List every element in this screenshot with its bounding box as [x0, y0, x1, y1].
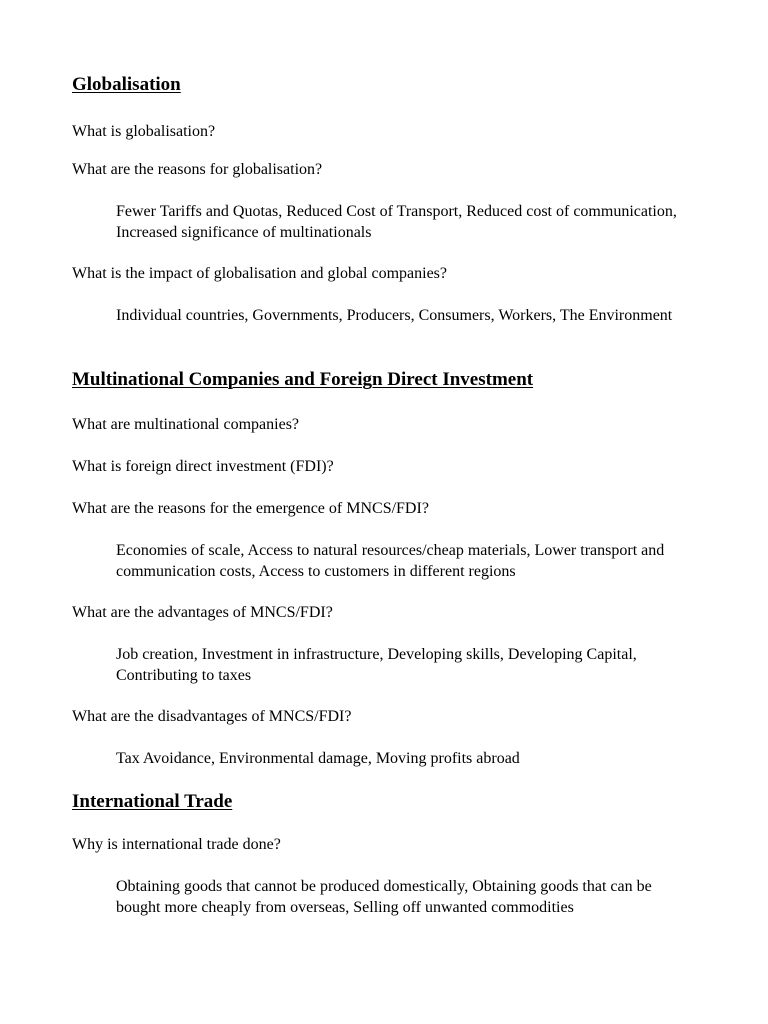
section-heading-multinational-companies: Multinational Companies and Foreign Direct Investment [72, 369, 534, 390]
question-text: What are the disadvantages of MNCS/FDI? [72, 708, 352, 725]
answer-text: Fewer Tariffs and Quotas, Reduced Cost of Transport, Reduced cost of communication, Increased significance of multinationals [116, 203, 677, 241]
answer-text: Obtaining goods that cannot be produced domestically, Obtaining goods that can be bought more cheaply from overseas, Selling off unwanted commodities [116, 878, 652, 916]
question-text: Why is international trade done? [72, 836, 281, 853]
answer-text: Individual countries, Governments, Producers, Consumers, Workers, The Environment [116, 307, 673, 324]
section-heading-globalisation: Globalisation [72, 74, 181, 95]
section-heading-international-trade: International Trade [72, 791, 233, 812]
question-text: What are the reasons for the emergence of MNCS/FDI? [72, 500, 429, 517]
question-text: What are the advantages of MNCS/FDI? [72, 604, 333, 621]
answer-text: Economies of scale, Access to natural resources/cheap materials, Lower transport and communication costs, Access to customers in different regions [116, 542, 665, 580]
question-text: What is the impact of globalisation and global companies? [72, 265, 448, 282]
answer-text: Job creation, Investment in infrastructure, Developing skills, Developing Capital, Contributing to taxes [116, 646, 637, 684]
question-text: What is globalisation? [72, 123, 216, 140]
question-text: What are the reasons for globalisation? [72, 161, 323, 178]
question-text: What is foreign direct investment (FDI)? [72, 458, 334, 475]
question-text: What are multinational companies? [72, 416, 300, 433]
answer-text: Tax Avoidance, Environmental damage, Moving profits abroad [116, 750, 520, 767]
